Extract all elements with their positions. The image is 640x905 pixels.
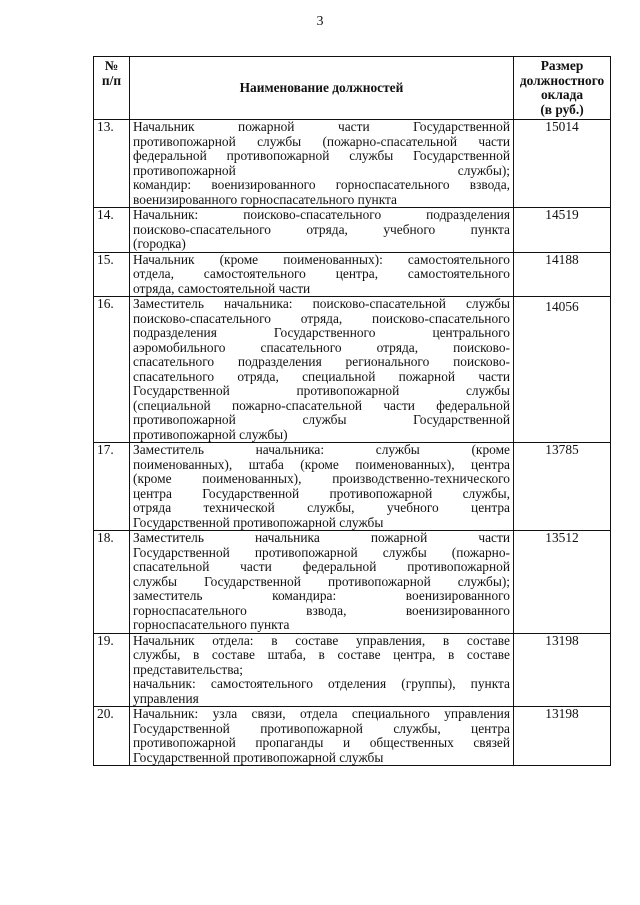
position-name-line: Государственной противопожарной службы (пожарно- bbox=[133, 544, 510, 560]
position-name-line: противопожарной службы (пожарно-спасательной части bbox=[133, 133, 510, 149]
table-row bbox=[94, 633, 611, 707]
position-name-line: федеральной противопожарной службы Государственной bbox=[133, 148, 510, 163]
position-name-line: (кроме поименованных), производственно-технического bbox=[133, 471, 510, 486]
position-name-line: Начальник: поисково-спасательного подразделения bbox=[133, 207, 510, 222]
position-name-line: службы, в составе штаба, в составе центра, в составе bbox=[133, 647, 510, 662]
position-name-line: поисково-спасательного отряда, поисково-спасательного bbox=[133, 310, 510, 326]
position-name bbox=[130, 297, 514, 443]
position-name bbox=[130, 252, 514, 297]
position-name-line: подразделения Государственного центрального bbox=[133, 325, 510, 340]
salary-table bbox=[93, 56, 611, 766]
position-name-line: Заместитель начальника: поисково-спасательной службы bbox=[133, 296, 510, 311]
position-name-line: противопожарной службы) bbox=[133, 426, 288, 442]
header-salary-line: (в руб.) bbox=[540, 101, 584, 117]
position-name-line: спасательного отряда, специальной пожарной части bbox=[133, 368, 510, 384]
row-number: 14. bbox=[94, 208, 130, 253]
salary-value: 13198 bbox=[514, 707, 611, 766]
row-number: 17. bbox=[94, 443, 130, 531]
position-name-line: (специальной пожарно-спасательной части федеральной bbox=[133, 397, 510, 413]
position-name bbox=[130, 208, 514, 253]
position-name bbox=[130, 443, 514, 531]
table-row bbox=[94, 120, 611, 208]
row-number: 15. bbox=[94, 252, 130, 297]
table-header-row bbox=[94, 57, 611, 120]
row-number: 13. bbox=[94, 120, 130, 208]
position-name bbox=[130, 531, 514, 634]
position-name-line: аэромобильного спасательного отряда, поисково- bbox=[133, 339, 510, 355]
position-name-line: командир: военизированного горноспасательного взвода, bbox=[133, 177, 510, 192]
position-name-line: Начальник отдела: в составе управления, в составе bbox=[133, 632, 510, 648]
position-name-line: поисково-спасательного отряда, учебного пункта bbox=[133, 221, 510, 237]
position-name-line: начальник: самостоятельного отделения (группы), пункта bbox=[133, 676, 510, 691]
page-number: 3 bbox=[316, 14, 324, 29]
position-name-line: отряда технической службы, учебного центра bbox=[133, 500, 510, 515]
row-number: 16. bbox=[94, 297, 130, 443]
table-row bbox=[94, 707, 611, 766]
table-row bbox=[94, 297, 611, 443]
position-name-line: Начальник: узла связи, отдела специального управления bbox=[133, 706, 510, 721]
salary-value: 13785 bbox=[514, 443, 611, 531]
salary-value: 13512 bbox=[514, 531, 611, 634]
header-position: Наименование должностей bbox=[130, 57, 514, 120]
table-row bbox=[94, 252, 611, 297]
table-row bbox=[94, 208, 611, 253]
position-name-line: горноспасательного пункта bbox=[133, 617, 290, 632]
position-name bbox=[130, 707, 514, 766]
position-name-line: центра Государственной противопожарной службы, bbox=[133, 485, 510, 501]
row-number: 18. bbox=[94, 531, 130, 634]
position-name-line: военизированного горноспасательного пункта bbox=[133, 191, 397, 207]
position-name-line: (городка) bbox=[133, 236, 186, 251]
position-name-line: Государственной противопожарной службы bbox=[133, 383, 510, 398]
position-name-line: представительства; bbox=[133, 661, 244, 677]
position-name-line: противопожарной службы Государственной bbox=[133, 412, 510, 427]
table-row bbox=[94, 443, 611, 531]
header-number-line: № bbox=[104, 58, 119, 73]
position-name-line: противопожарной пропаганды и общественных связей bbox=[133, 735, 510, 750]
position-name-line: Заместитель начальника пожарной части bbox=[133, 530, 510, 545]
position-name-line: Заместитель начальника: службы (кроме bbox=[133, 442, 510, 457]
position-name-line: отдела, самостоятельного центра, самостоятельного bbox=[133, 266, 510, 281]
header-salary-line: Размер bbox=[540, 58, 584, 73]
header-number bbox=[94, 57, 130, 120]
position-name-line: Начальник (кроме поименованных): самостоятельного bbox=[133, 251, 510, 267]
salary-value: 13198 bbox=[514, 633, 611, 707]
position-name bbox=[130, 120, 514, 208]
salary-value: 14056 bbox=[514, 297, 611, 443]
position-name-line: противопожарной службы); bbox=[133, 162, 510, 178]
position-name-line: отряда, самостоятельной части bbox=[133, 280, 311, 296]
position-name-line: Государственной противопожарной службы bbox=[133, 514, 384, 530]
header-salary-line: оклада bbox=[540, 87, 584, 102]
position-name bbox=[130, 633, 514, 707]
position-name-line: поименованных), штаба (кроме поименованных), центра bbox=[133, 456, 510, 472]
position-name-line: спасательного подразделения регионального поисково- bbox=[133, 354, 510, 369]
position-name-line: спасательной части федеральной противопожарной bbox=[133, 559, 510, 574]
position-name-line: горноспасательного взвода, военизированного bbox=[133, 602, 510, 618]
row-number: 20. bbox=[94, 707, 130, 766]
salary-value: 14188 bbox=[514, 252, 611, 297]
position-name-line: Начальник пожарной части Государственной bbox=[133, 119, 510, 134]
header-salary-line: должностного bbox=[519, 72, 605, 88]
salary-value: 15014 bbox=[514, 120, 611, 208]
salary-value: 14519 bbox=[514, 208, 611, 253]
position-name-line: заместитель командира: военизированного bbox=[133, 588, 510, 603]
position-name-line: службы Государственной противопожарной службы); bbox=[133, 573, 510, 589]
table-row bbox=[94, 531, 611, 634]
position-name-line: Государственной противопожарной службы bbox=[133, 749, 384, 765]
position-name-line: Государственной противопожарной службы, центра bbox=[133, 720, 510, 736]
position-name-line: управления bbox=[133, 690, 199, 706]
row-number: 19. bbox=[94, 633, 130, 707]
header-number-line: п/п bbox=[101, 72, 122, 88]
header-salary bbox=[514, 57, 611, 120]
